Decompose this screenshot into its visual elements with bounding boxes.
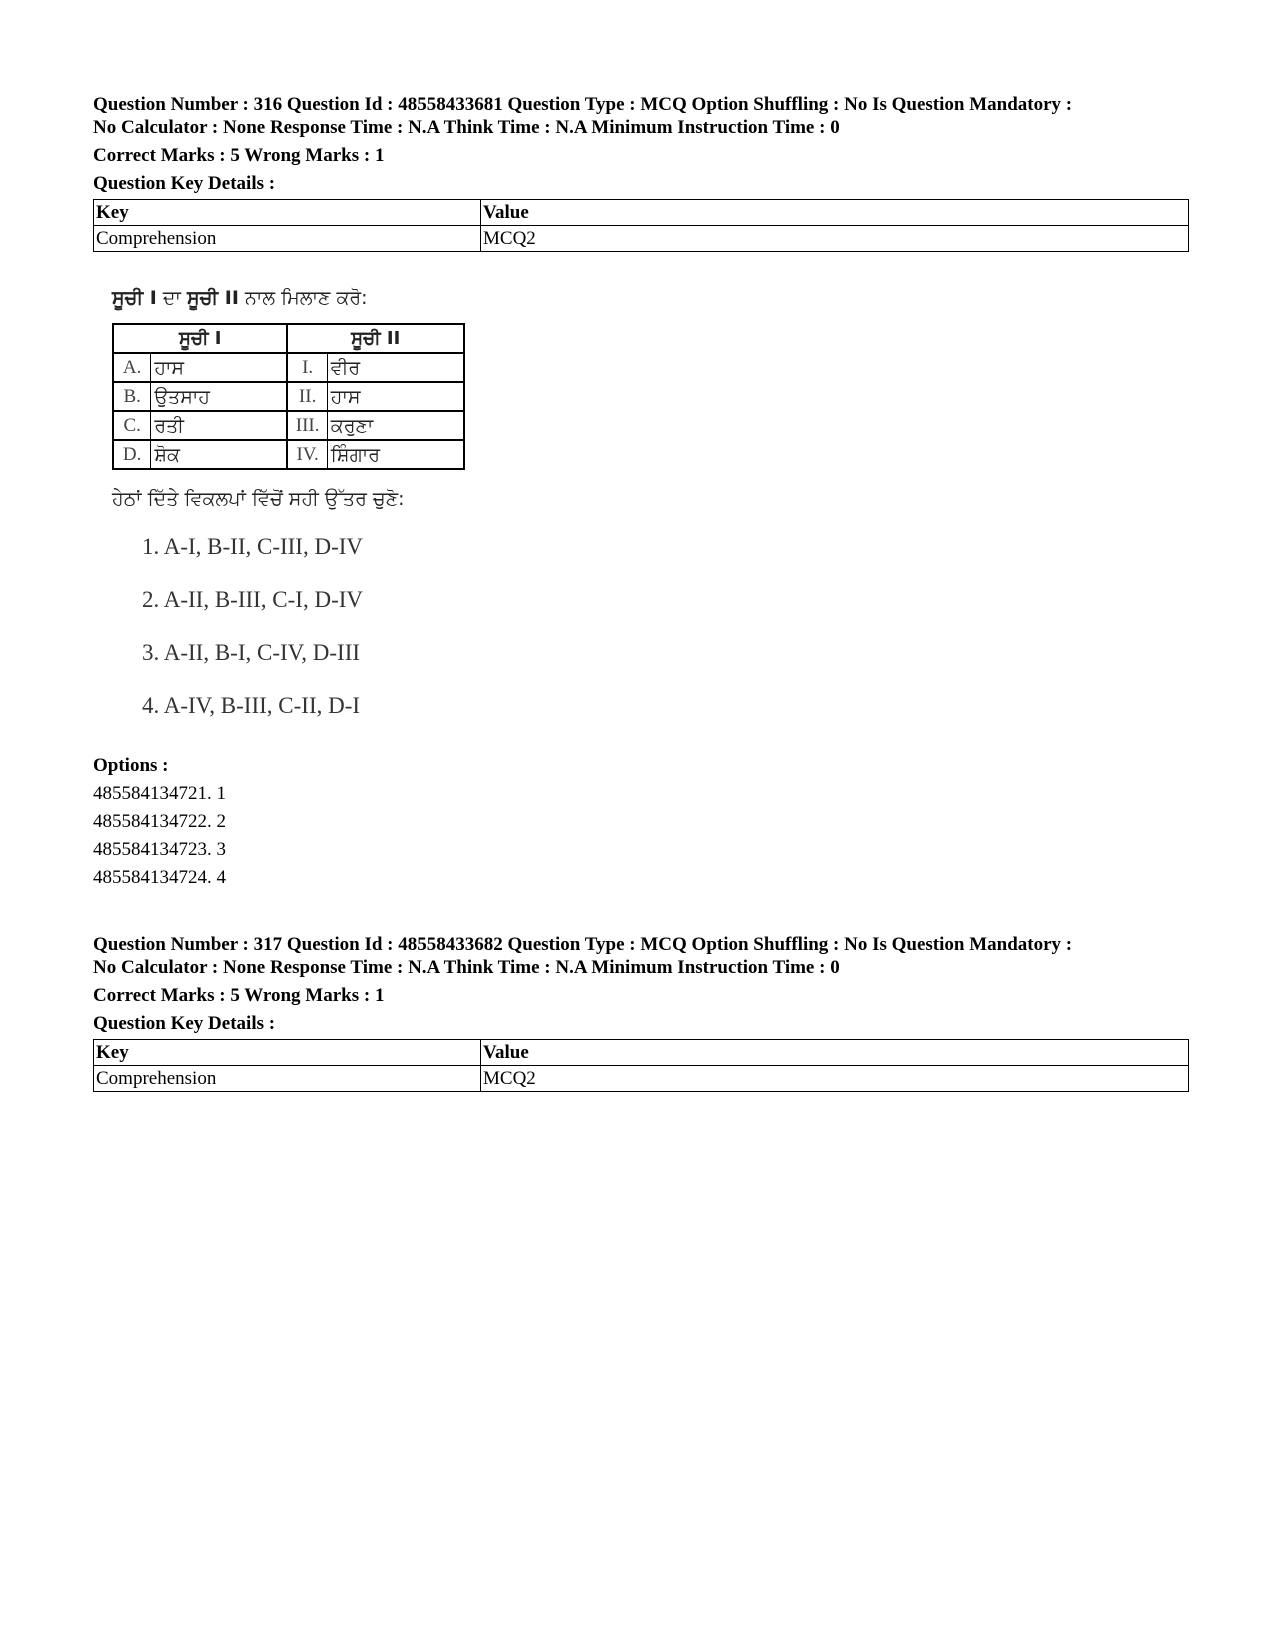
question-317-header bbox=[93, 933, 1193, 1092]
choice-2: 2. A-II, B-III, C-I, D-IV bbox=[142, 587, 363, 612]
question-meta-line-2: No Calculator : None Response Time : N.A Think Time : N.A Minimum Instruction Time : 0 bbox=[93, 957, 840, 978]
question-image bbox=[112, 285, 612, 730]
row-text-iii: ਕਰੁਣਾ bbox=[327, 411, 464, 440]
prompt-connector: ਦਾ bbox=[156, 287, 187, 309]
option-item: 485584134722. 2 bbox=[93, 811, 226, 832]
table-row bbox=[94, 1066, 1189, 1092]
row-text-i: ਵੀਰ bbox=[327, 353, 464, 382]
option-item: 485584134723. 3 bbox=[93, 839, 226, 860]
prompt-list-1: ਸੂਚੀ I bbox=[112, 287, 157, 309]
marks-line: Correct Marks : 5 Wrong Marks : 1 bbox=[93, 145, 385, 166]
key-header: Key bbox=[94, 200, 481, 226]
key-details-table bbox=[93, 199, 1189, 252]
row-text-c: ਰਤੀ bbox=[151, 411, 288, 440]
match-row bbox=[113, 353, 464, 382]
question-meta-line-1: Question Number : 316 Question Id : 48558433681 Question Type : MCQ Option Shuffling : No Is Question Mandatory : bbox=[93, 94, 1073, 115]
key-details-label: Question Key Details : bbox=[93, 173, 276, 194]
list-1-header: ਸੂਚੀ I bbox=[113, 324, 287, 353]
row-label-i: I. bbox=[287, 353, 327, 382]
key-header: Key bbox=[94, 1040, 481, 1066]
row-text-d: ਸ਼ੋਕ bbox=[151, 440, 288, 469]
option-item: 485584134721. 1 bbox=[93, 783, 226, 804]
row-text-ii: ਹਾਸ bbox=[327, 382, 464, 411]
match-row bbox=[113, 382, 464, 411]
value-header: Value bbox=[481, 1040, 1189, 1066]
options-list bbox=[93, 752, 226, 892]
value-cell: MCQ2 bbox=[481, 226, 1189, 252]
key-details-label: Question Key Details : bbox=[93, 1013, 276, 1034]
question-316-header bbox=[93, 93, 1193, 252]
row-label-d: D. bbox=[113, 440, 151, 469]
match-row bbox=[113, 411, 464, 440]
match-table bbox=[112, 323, 465, 470]
options-label: Options : bbox=[93, 755, 169, 776]
match-header-row bbox=[113, 324, 464, 353]
prompt-end: ਨਾਲ ਮਿਲਾਣ ਕਰੋ: bbox=[238, 287, 368, 309]
question-instruction: ਹੇਠਾਂ ਦਿੱਤੇ ਵਿਕਲਪਾਂ ਵਿੱਚੋਂ ਸਹੀ ਉੱਤਰ ਚੁਣੋ: bbox=[112, 488, 405, 510]
question-meta-line-1: Question Number : 317 Question Id : 48558433682 Question Type : MCQ Option Shuffling : No Is Question Mandatory : bbox=[93, 934, 1073, 955]
row-text-b: ਉਤਸਾਹ bbox=[151, 382, 288, 411]
row-label-b: B. bbox=[113, 382, 151, 411]
table-row bbox=[94, 226, 1189, 252]
list-2-header: ਸੂਚੀ II bbox=[287, 324, 464, 353]
key-cell: Comprehension bbox=[94, 226, 481, 252]
marks-line: Correct Marks : 5 Wrong Marks : 1 bbox=[93, 985, 385, 1006]
table-header-row bbox=[94, 200, 1189, 226]
question-meta-line-2: No Calculator : None Response Time : N.A Think Time : N.A Minimum Instruction Time : 0 bbox=[93, 117, 840, 138]
table-header-row bbox=[94, 1040, 1189, 1066]
row-label-iii: III. bbox=[287, 411, 327, 440]
choice-4: 4. A-IV, B-III, C-II, D-I bbox=[142, 693, 361, 718]
value-header: Value bbox=[481, 200, 1189, 226]
key-details-table bbox=[93, 1039, 1189, 1092]
value-cell: MCQ2 bbox=[481, 1066, 1189, 1092]
row-text-a: ਹਾਸ bbox=[151, 353, 288, 382]
key-cell: Comprehension bbox=[94, 1066, 481, 1092]
question-prompt bbox=[112, 285, 612, 311]
row-label-c: C. bbox=[113, 411, 151, 440]
row-label-iv: IV. bbox=[287, 440, 327, 469]
choice-1: 1. A-I, B-II, C-III, D-IV bbox=[142, 534, 363, 559]
choice-3: 3. A-II, B-I, C-IV, D-III bbox=[142, 640, 361, 665]
option-item: 485584134724. 4 bbox=[93, 867, 226, 888]
row-label-ii: II. bbox=[287, 382, 327, 411]
prompt-list-2: ਸੂਚੀ II bbox=[186, 287, 239, 309]
match-row bbox=[113, 440, 464, 469]
row-label-a: A. bbox=[113, 353, 151, 382]
row-text-iv: ਸ਼ਿੰਗਾਰ bbox=[327, 440, 464, 469]
